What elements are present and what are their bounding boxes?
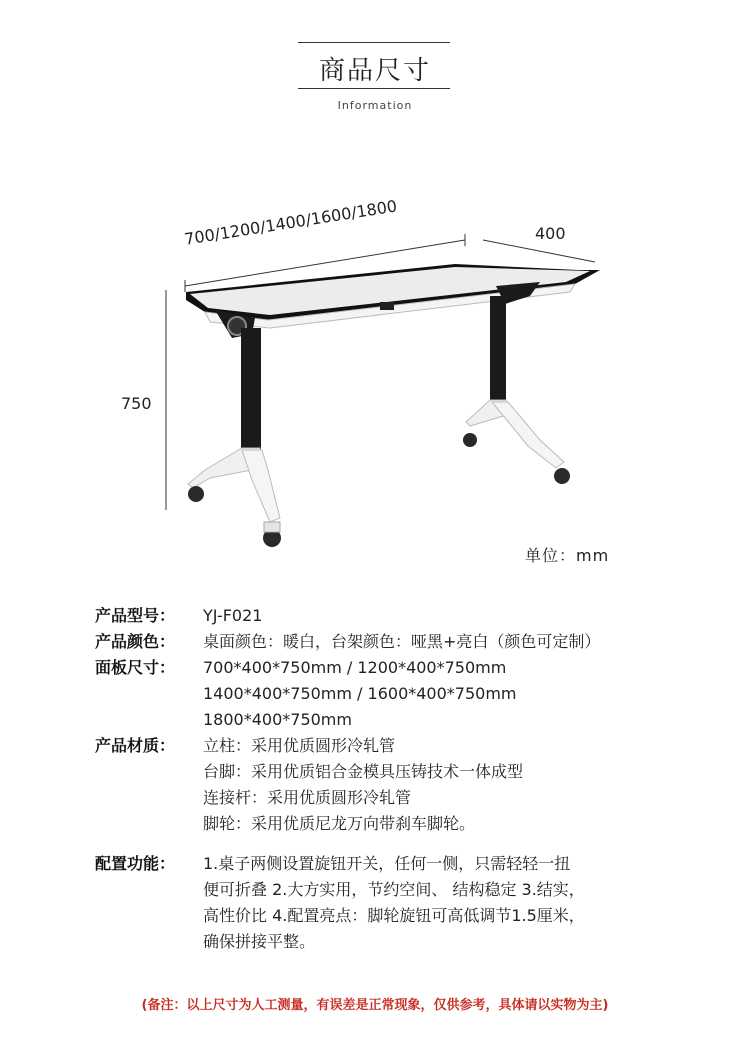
spec-label: 产品颜色：: [95, 632, 176, 651]
right-base-arm-front: [492, 402, 564, 468]
spec-row-material: [95, 733, 715, 837]
spec-label: 面板尺寸：: [95, 658, 176, 677]
depth-dimension-label: 400: [535, 224, 566, 243]
section-header: [0, 38, 750, 118]
folding-table-drawing: [0, 200, 750, 580]
page-subtitle: Information: [337, 99, 413, 112]
spec-label: 配置功能：: [95, 854, 176, 873]
spec-row-features: [95, 851, 715, 955]
spec-line: 便可折叠 2.大方实用，节约空间、 结构稳定 3.结实，: [203, 880, 585, 899]
spec-label: 产品材质：: [95, 736, 176, 755]
right-front-caster: [554, 468, 570, 484]
spec-line: 高性价比 4.配置亮点：脚轮旋钮可高低调节1.5厘米，: [203, 906, 585, 925]
left-back-caster: [188, 486, 204, 502]
spec-value: [203, 655, 715, 733]
spec-line: 立柱：采用优质圆形冷轧管: [203, 736, 396, 755]
spec-row-model: [95, 603, 715, 629]
left-front-caster-mount: [264, 522, 280, 532]
spec-value: 桌面颜色：暖白，台架颜色：哑黑+亮白（颜色可定制）: [203, 632, 601, 651]
product-dimension-illustration: [0, 196, 750, 580]
left-base-arm-front: [242, 450, 280, 522]
depth-dimension-line: [483, 240, 595, 262]
right-leg-post: [490, 296, 506, 406]
spec-value: [203, 851, 715, 955]
spec-line: 确保拼接平整。: [203, 932, 316, 951]
unit-label: 单位：mm: [525, 546, 610, 565]
spec-row-color: [95, 629, 715, 655]
spec-value: [203, 733, 715, 837]
spec-line: 1.桌子两侧设置旋钮开关，任何一侧，只需轻轻一扭: [203, 854, 571, 873]
connecting-bar-clip: [380, 302, 394, 310]
width-dimension-label: 700/1200/1400/1600/1800: [183, 196, 399, 249]
disclaimer-note: (备注：以上尺寸为人工测量，有误差是正常现象，仅供参考，具体请以实物为主): [141, 998, 609, 1013]
spec-label: 产品型号：: [95, 606, 176, 625]
spec-line: 脚轮：采用优质尼龙万向带刹车脚轮。: [203, 814, 476, 833]
spec-list: [95, 603, 715, 955]
header-divider-top: [298, 42, 450, 43]
height-dimension-label: 750: [121, 394, 152, 413]
page-title: 商品尺寸: [318, 56, 431, 86]
header-divider-bottom: [298, 88, 450, 89]
spec-line: 1400*400*750mm / 1600*400*750mm: [203, 684, 517, 703]
right-back-caster: [463, 433, 477, 447]
left-leg-post: [241, 328, 261, 456]
spec-row-size: [95, 655, 715, 733]
spec-line: 连接杆：采用优质圆形冷轧管: [203, 788, 412, 807]
spec-line: 台脚：采用优质铝合金模具压铸技术一体成型: [203, 762, 524, 781]
spec-value: YJ-F021: [203, 606, 263, 625]
spec-line: 700*400*750mm / 1200*400*750mm: [203, 658, 507, 677]
spacer: [95, 837, 715, 851]
spec-line: 1800*400*750mm: [203, 710, 352, 729]
